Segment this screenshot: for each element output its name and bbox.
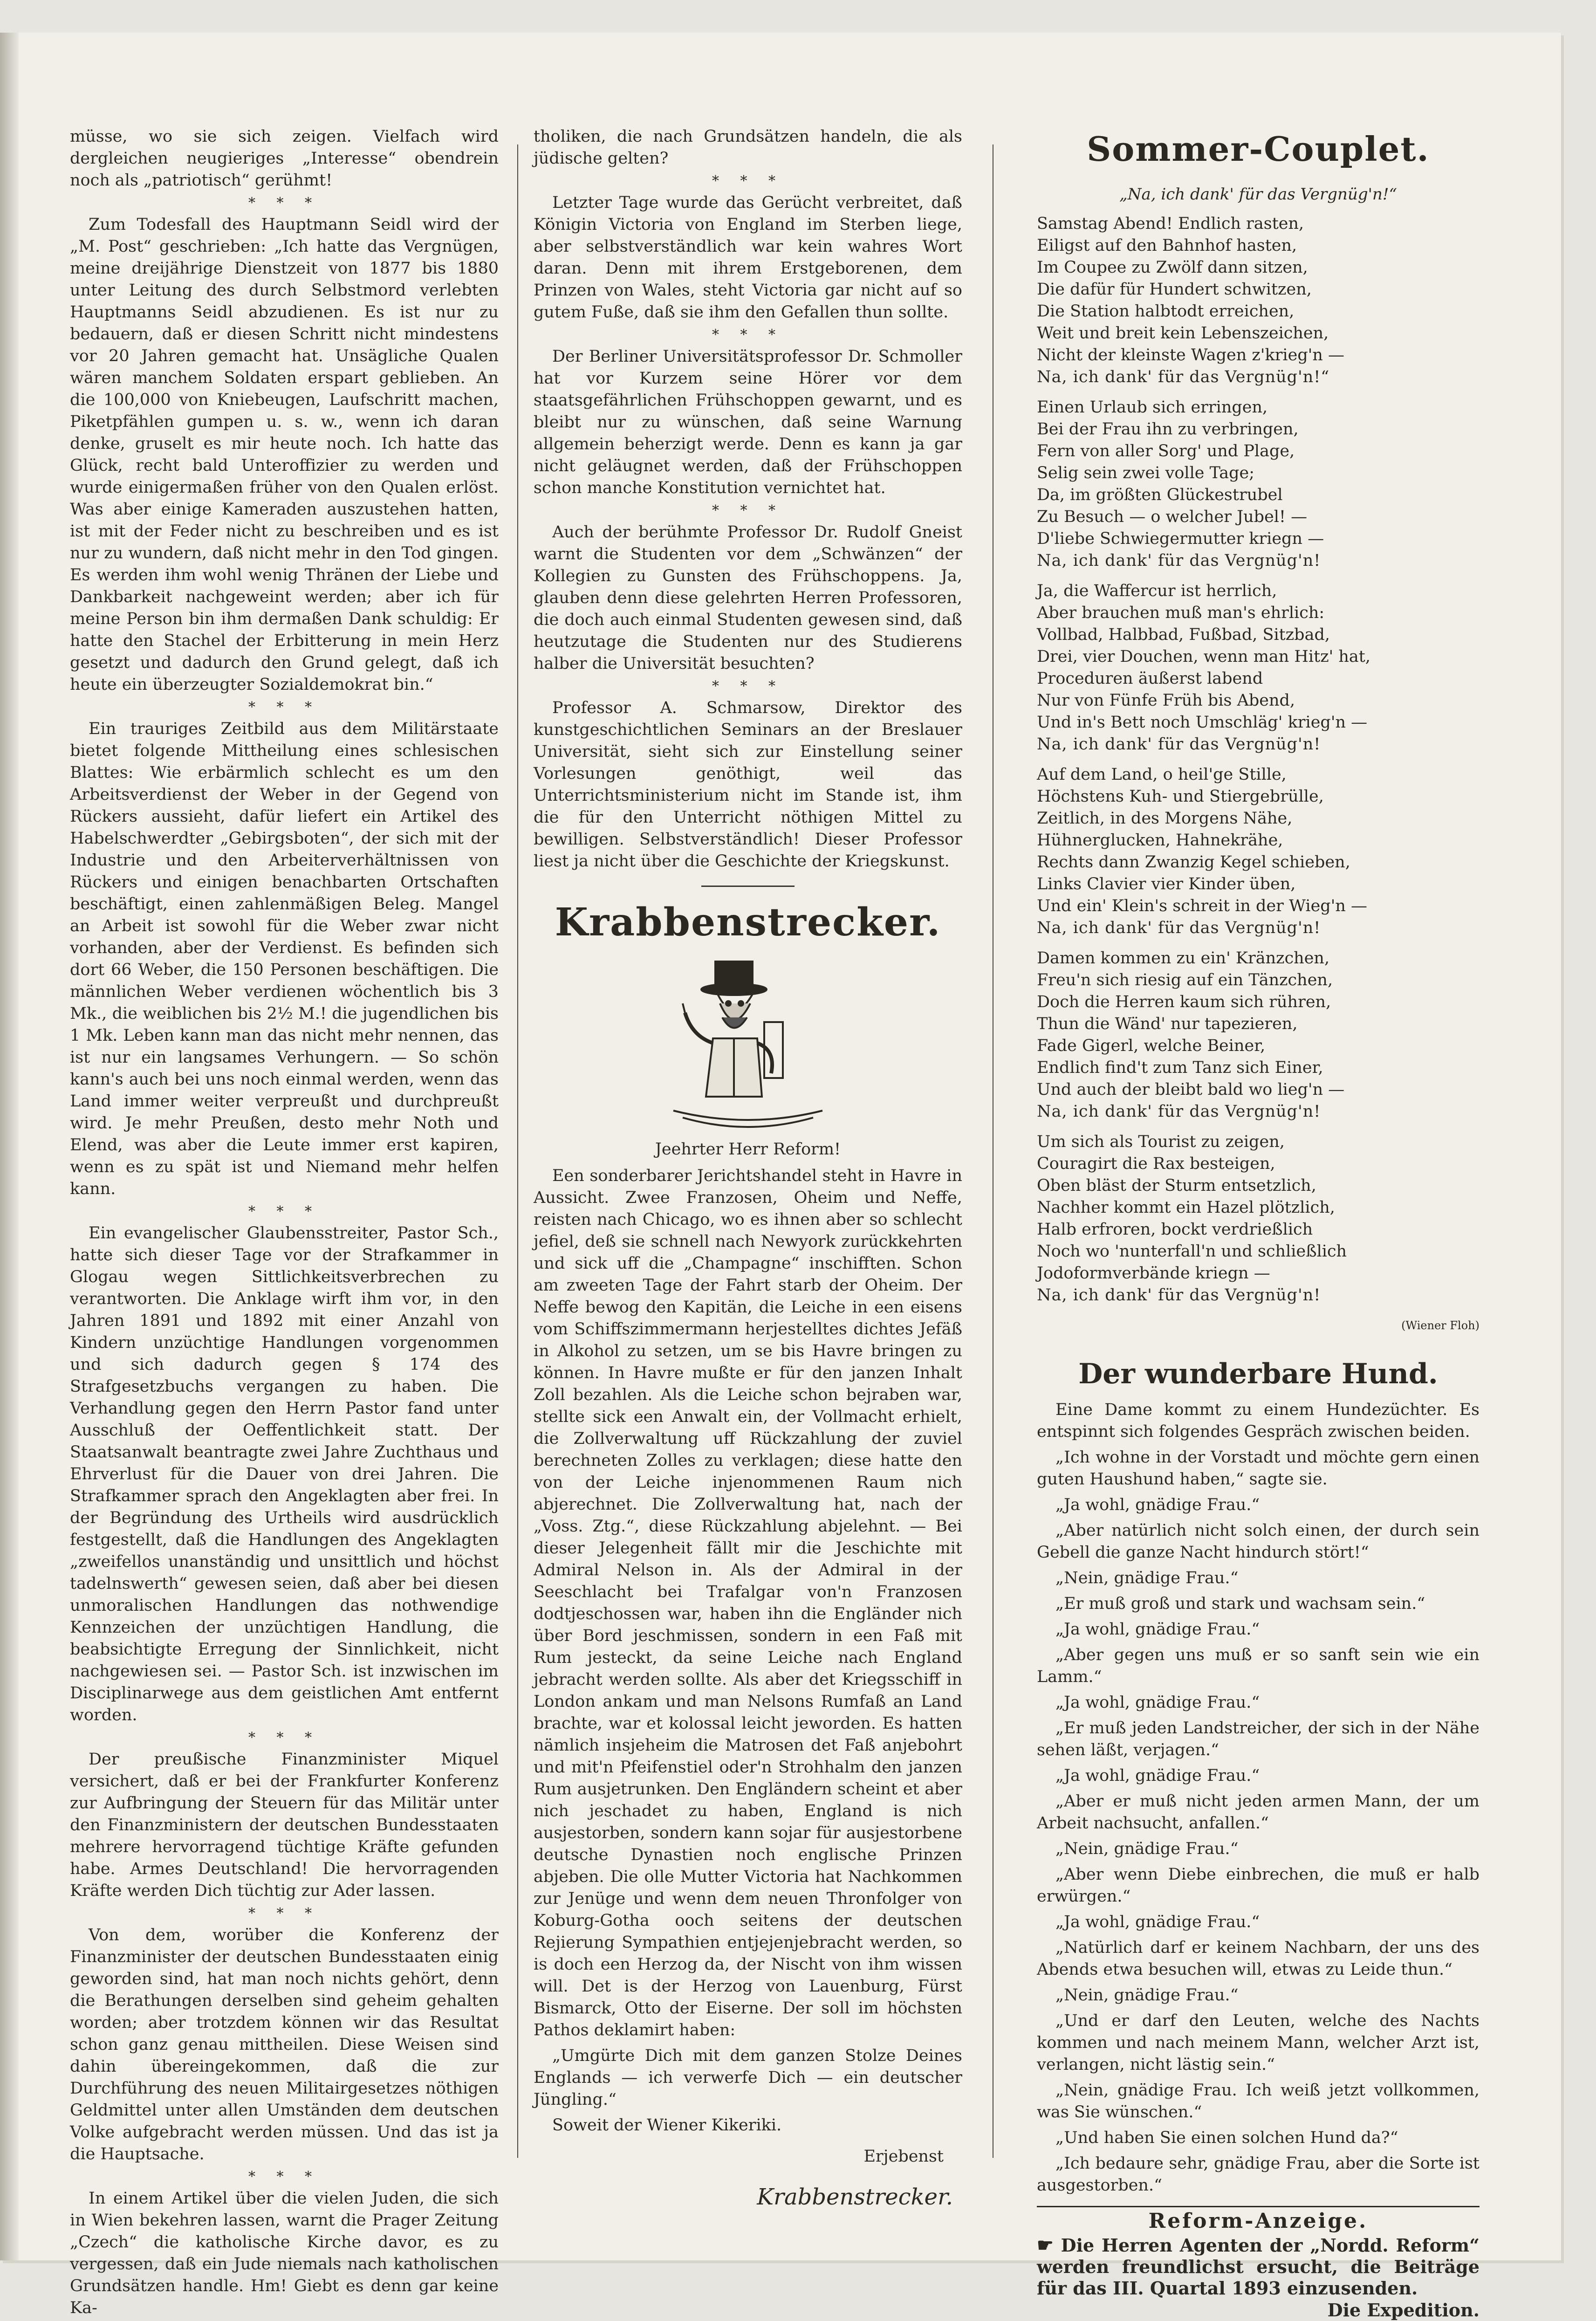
- poem-line: Proceduren äußerst labend: [1037, 669, 1263, 688]
- poem-line: Und in's Bett noch Umschläg' krieg'n —: [1037, 713, 1368, 732]
- poem-line: Couragirt die Rax besteigen,: [1037, 1154, 1275, 1173]
- section-separator: * * *: [712, 327, 784, 343]
- poem-line: D'liebe Schwiegermutter kriegn —: [1037, 529, 1324, 548]
- poem-stanza: [1037, 948, 1480, 1123]
- ad-text: Die Herren Agenten der „Nordd. Reform“ werden freundlichst ersucht, die Beiträge für das III. Quartal 1893 einzusenden.: [1037, 2235, 1480, 2299]
- column-rule-left: [517, 144, 518, 2158]
- poem-line: Na, ich dank' für das Vergnüg'n!: [1037, 919, 1321, 937]
- section-separator: * * *: [248, 699, 321, 715]
- poem-line: Hühnerglucken, Hahnekrähe,: [1037, 831, 1283, 850]
- dialogue-line: „Und haben Sie einen solchen Hund da?“: [1055, 2129, 1398, 2147]
- section-separator: * * *: [248, 1203, 321, 1220]
- poem-line: Um sich als Tourist zu zeigen,: [1037, 1133, 1285, 1151]
- section-separator: * * *: [712, 173, 784, 189]
- letter-regards: Erjebenst: [863, 2147, 944, 2166]
- article-paragraph: Zum Todesfall des Hauptmann Seidl wird der „M. Post“ geschrieben: „Ich hatte das Vergnügen, meine dreijährige Dienstzeit von 1877 bis 1880 unter Leitung des durch Selbstmord verlebten Hauptmanns Seidl abzudienen. Es ist nur zu bedauern, daß er diesen Schritt nicht mindestens vor 20 Jahren gemacht hat. Unsägliche Qualen wären manchem Soldaten erspart geblieben. An die 100,000 von Kniebeugen, Laufschritt machen, Piketpfählen gumpen u. s. w., wenn ich daran denke, gruselt es mir heute noch. Ich hatte das Glück, recht bald Unteroffizier zu werden und wurde einigermaßen früher von den Qualen erlöst. Was aber einige Kameraden auszustehen hatten, ist mit der Feder nicht zu beschreiben und es ist nur zu wundern, daß nicht mehr in den Tod gingen. Es werden ihm wohl wenig Thränen der Liebe und Dankbarkeit nachgeweint werden; aber ich für meine Person bin ihm dermaßen Dank schuldig: Er hatte den Stachel der Erbitterung in mein Herz gesetzt und dadurch den Grund gelegt, daß ich heute ein überzeugter Sozialdemokrat bin.“: [70, 215, 499, 694]
- poem-line: Fade Gigerl, welche Beiner,: [1037, 1037, 1266, 1055]
- article-paragraph: Der preußische Finanzminister Miquel versichert, daß er bei der Frankfurter Konferenz zur Aufbringung der Steuern für das Militär unter den Finanzministern der deutschen Bundesstaaten mehrere hervorragend tüchtige Kräfte gefunden habe. Armes Deutschland! Die hervorragenden Kräfte werden Dich tüchtig zur Ader lassen.: [70, 1750, 499, 1900]
- column-middle: [534, 126, 962, 2223]
- section-separator: * * *: [712, 502, 784, 519]
- poem-line: Na, ich dank' für das Vergnüg'n!: [1037, 1102, 1321, 1121]
- poem-line: Fern von aller Sorg' und Plage,: [1037, 442, 1295, 460]
- poem-line: Bei der Frau ihn zu verbringen,: [1037, 420, 1299, 439]
- hund-article: [1037, 1399, 1480, 2197]
- article-paragraph: Von dem, worüber die Konferenz der Finanzminister der deutschen Bundesstaaten einig geworden sind, hat man noch nichts gehört, denn die Berathungen derselben sind geheim gehalten worden; aber trotzdem können wir das Resultat schon ganz genau mittheilen. Diese Weisen sind dahin übereingekommen, daß die zur Durchführung des neuen Militairgesetzes nöthigen Geldmittel unter allen Umständen dem deutschen Volke aufgebracht werden müssen. Und das ist ja die Hauptsache.: [70, 1926, 499, 2163]
- poem-stanza: [1037, 397, 1480, 572]
- poem-line: Freu'n sich riesig auf ein Tänzchen,: [1037, 971, 1333, 989]
- poem-line: Eiligst auf den Bahnhof hasten,: [1037, 236, 1297, 255]
- poem-line: Und ein' Klein's schreit in der Wieg'n —: [1037, 897, 1367, 915]
- poem-line: Drei, vier Douchen, wenn man Hitz' hat,: [1037, 647, 1370, 666]
- section-separator: * * *: [248, 2169, 321, 2185]
- poem-stanza: [1037, 764, 1480, 939]
- poem-line: Damen kommen zu ein' Kränzchen,: [1037, 949, 1330, 968]
- dialogue-line: „Er muß groß und stark und wachsam sein.“: [1055, 1594, 1425, 1613]
- poem-line: Oben bläst der Sturm entsetzlich,: [1037, 1176, 1316, 1195]
- dialogue-line: „Ja wohl, gnädige Frau.“: [1055, 1693, 1260, 1712]
- column-left: [70, 126, 499, 2317]
- article-paragraph: tholiken, die nach Grundsätzen handeln, die als jüdische gelten?: [534, 127, 962, 168]
- poem-line: Endlich find't zum Tanz sich Einer,: [1037, 1058, 1323, 1077]
- pointing-hand-icon: ☛: [1037, 2234, 1054, 2256]
- section-rule: [701, 886, 795, 887]
- poem-line: Die Station halbtodt erreichen,: [1037, 302, 1295, 321]
- ad-title: Reform-Anzeige.: [1148, 2209, 1368, 2233]
- poem-line: Höchstens Kuh- und Stiergebrülle,: [1037, 787, 1324, 806]
- newspaper-page: [0, 33, 1561, 2321]
- poem-stanza: [1037, 1131, 1480, 1306]
- poem-line: Halb erfroren, bockt verdrießlich: [1037, 1220, 1313, 1239]
- dialogue-line: „Ja wohl, gnädige Frau.“: [1055, 1766, 1260, 1785]
- poem-line: Und auch der bleibt bald wo lieg'n —: [1037, 1080, 1345, 1099]
- poem: [1037, 213, 1480, 1306]
- ad-signature: Die Expedition.: [1327, 2300, 1480, 2321]
- poem-stanza: [1037, 580, 1480, 755]
- dialogue-line: „Nein, gnädige Frau.“: [1055, 1569, 1239, 1587]
- poem-line: Im Coupee zu Zwölf dann sitzen,: [1037, 258, 1308, 277]
- dialogue-line: „Nein, gnädige Frau. Ich weiß jetzt vollkommen, was Sie wünschen.“: [1037, 2081, 1480, 2122]
- poem-line: Na, ich dank' für das Vergnüg'n!“: [1037, 368, 1330, 386]
- krabbenstrecker-title: Krabbenstrecker.: [555, 900, 941, 945]
- poem-line: Auf dem Land, o heil'ge Stille,: [1037, 765, 1287, 784]
- poem-line: Thun die Wänd' nur tapezieren,: [1037, 1015, 1298, 1033]
- article-paragraph: In einem Artikel über die vielen Juden, die sich in Wien bekehren lassen, warnt die Prager Zeitung „Czech“ die katholische Kirche davor, es zu vergessen, daß ein Jude niemals nach katholischen Grundsätzen handle. Hm! Giebt es denn gar keine Ka-: [70, 2189, 499, 2317]
- poem-line: Einen Urlaub sich erringen,: [1037, 398, 1268, 417]
- sommer-couplet-title: Sommer-Couplet.: [1087, 129, 1430, 169]
- article-paragraph: Professor A. Schmarsow, Direktor des kunstgeschichtlichen Seminars an der Breslauer Universität, sieht sich zur Einstellung seiner Vorlesungen genöthigt, weil das Unterrichtsministerium nicht im Stande ist, ihm die für den Unterricht nöthigen Mittel zu bewilligen. Selbstverständlich! Dieser Professor liest ja nicht über die Geschichte der Kriegskunst.: [534, 699, 962, 871]
- poem-line: Na, ich dank' für das Vergnüg'n!: [1037, 1286, 1321, 1305]
- poem-line: Zu Besuch — o welcher Jubel! —: [1037, 508, 1308, 526]
- sommer-couplet-subtitle: „Na, ich dank' für das Vergnüg'n!“: [1119, 185, 1397, 204]
- poem-line: Ja, die Waffercur ist herrlich,: [1037, 582, 1277, 600]
- dialogue-line: „Nein, gnädige Frau.“: [1055, 1986, 1239, 2005]
- dialogue-line: „Ja wohl, gnädige Frau.“: [1055, 1496, 1260, 1514]
- poem-line: Weit und breit kein Lebenszeichen,: [1037, 324, 1329, 343]
- article-paragraph: Ein trauriges Zeitbild aus dem Militärstaate bietet folgende Mittheilung eines schlesischen Blattes: Wie erbärmlich schlecht es um den Arbeitsverdienst der Weber in der Gegend von Rückers aussieht, dafür liefert ein Artikel des Habelschwerdter „Gebirgsboten“, der sich mit der Industrie und den Arbeiterverhältnissen von Rückers und einigen benachbarten Ortschaften beschäftigt, einen zahlenmäßigen Beleg. Mangel an Arbeit ist sowohl für die Weber zwar nicht vorhanden, aber der Verdienst. Es befinden sich dort 66 Weber, die 150 Personen beschäftigen. Die männlichen Weber verdienen wöchentlich bis 3 Mk., die weiblichen bis 2½ M.! die jugendlichen bis 1 Mk. Leben kann man das nicht mehr nennen, das ist nur ein langsames Verhungern. — So schön kann's auch bei uns noch einmal werden, wenn das Land immer weiter verpreußt und durchpreußt wird. Je mehr Preußen, desto mehr Noth und Elend, was aber die Leute immer erst kapiren, wenn es zu spät ist und Niemand mehr helfen kann.: [70, 720, 499, 1198]
- poem-line: Da, im größten Glückestrubel: [1037, 486, 1283, 504]
- ad-body: [1037, 2235, 1480, 2299]
- article-paragraph: Een sonderbarer Jerichtshandel steht in Havre in Aussicht. Zwee Franzosen, Oheim und Neffe, reisten nach Chicago, wo es ihnen aber so schlecht jefiel, deß sie schnell nach Newyork zurückkehrten und sick uff die „Champagne“ inschifften. Schon am zweeten Tage der Fahrt starb der Oheim. Der Neffe bewog den Kapitän, die Leiche in een eisens vom Schiffszimmermann herjestelltes dichtes Jefäß in Alkohol zu setzen, um se bis Havre bringen zu können. In Havre mußte er für den janzen Inhalt Zoll bezahlen. Als die Leiche schon bejraben war, stellte sick een Anwalt ein, der Vollmacht erhielt, die Zollverwaltung uff Rückzahlung der zuviel berechneten Zolles zu verklagen; diese hatte den von der Leiche injenommenen Raum nich abjerechnet. Die Zollverwaltung hat, nach der „Voss. Ztg.“, diese Rückzahlung abjelehnt. — Bei dieser Jelegenheit fällt mir die Jeschichte mit Admiral Nelson in. Als der Admiral in der Seeschlacht bei Trafalgar von'n Franzosen dodtjeschossen war, haben ihn die Engländer nich über Bord jeschmissen, sondern in een Faß mit Rum jesteckt, da seine Leiche nach England jebracht werden sollte. Als aber det Kriegsschiff in London ankam und man Nelsons Rumfaß an Land brachte, war et kolossal leicht jeworden. Es hatten nämlich insjeheim die Matrosen det Faß anjebohrt und mit'n Pfeifenstiel oder'n Strohhalm den janzen Rum ausjetrunken. Den Engländern scheint et aber nich jeschadet zu haben, England is nich ausjestorben, sondern kann sojar für ausjestorbene deutsche Dynastien noch englische Prinzen abjeben. Die olle Mutter Victoria hat Nachkommen zur Jenüge und wenn dem neuen Thronfolger von Koburg-Gotha ooch seitens der deutschen Rejierung Sympathien entjejenjebracht werden, so is doch een Herzog da, der Nischt von ihm wissen will. Det is der Herzog von Lauenburg, Fürst Bismarck, Otto der Eiserne. Der soll im höchsten Pathos deklamirt haben:: [534, 1167, 962, 2039]
- poem-line: Die dafür für Hundert schwitzen,: [1037, 280, 1312, 299]
- dialogue-line: „Natürlich darf er keinem Nachbarn, der uns des Abends etwa besuchen will, etwas zu Leide thun.“: [1037, 1938, 1480, 1979]
- article-paragraph: Der Berliner Universitätsprofessor Dr. Schmoller hat vor Kurzem seine Hörer vor dem staatsgefährlichen Frühschoppen gewarnt, und es bleibt nur zu wünschen, daß seine Warnung allgemein beherzigt werde. Denn es kann ja gar nicht geläugnet werden, daß der Frühschoppen schon manche Konstitution vernichtet hat.: [534, 347, 962, 497]
- poem-line: Links Clavier vier Kinder üben,: [1037, 875, 1296, 893]
- poem-line: Aber brauchen muß man's ehrlich:: [1037, 604, 1325, 622]
- poem-line: Rechts dann Zwanzig Kegel schieben,: [1037, 853, 1350, 872]
- poem-line: Nur von Fünfe Früh bis Abend,: [1037, 691, 1295, 710]
- poem-stanza: [1037, 213, 1480, 388]
- dialogue-line: „Aber wenn Diebe einbrechen, die muß er halb erwürgen.“: [1037, 1865, 1480, 1906]
- letter-salutation: Jeehrter Herr Reform!: [655, 1140, 841, 1159]
- article-paragraph: Ein evangelischer Glaubensstreiter, Pastor Sch., hatte sich dieser Tage vor der Strafkammer in Glogau wegen Sittlichkeitsverbrechen zu verantworten. Die Anklage wirft ihm vor, in den Jahren 1891 und 1892 mit einer Anzahl von Kindern unzüchtige Handlungen vorgenommen und sich dadurch gegen § 174 des Strafgesetzbuchs vergangen zu haben. Die Verhandlung gegen den Herrn Pastor fand unter Ausschluß der Oeffentlichkeit statt. Der Staatsanwalt beantragte zwei Jahre Zuchthaus und Ehrverlust für die Dauer von drei Jahren. Die Strafkammer sprach den Angeklagten aber frei. In der Begründung des Urtheils wird ausdrücklich festgestellt, daß die Handlungen des Angeklagten „zweifellos unanständig und unsittlich und höchst tadelnswerth“ gewesen seien, daß aber bei diesen unmoralischen Handlungen das nothwendige Kennzeichen der unzüchtigen Handlung, die beabsichtigte Erregung der Sinnlichkeit, nicht nachgewiesen sei. — Pastor Sch. ist inzwischen im Disciplinarwege aus dem geistlichen Amt entfernt worden.: [70, 1224, 499, 1724]
- illustration-top-hat-man: [664, 957, 832, 1134]
- poem-line: Na, ich dank' für das Vergnüg'n!: [1037, 551, 1321, 570]
- dialogue-line: „Nein, gnädige Frau.“: [1055, 1840, 1239, 1858]
- poem-line: Na, ich dank' für das Vergnüg'n!: [1037, 735, 1321, 754]
- ad-rule: [1037, 2206, 1480, 2207]
- poem-line: Selig sein zwei volle Tage;: [1037, 464, 1255, 482]
- article-paragraph: Soweit der Wiener Kikeriki.: [552, 2116, 782, 2135]
- article-paragraph: Auch der berühmte Professor Dr. Rudolf Gneist warnt die Studenten vor dem „Schwänzen“ der Kollegien zu Gunsten des Frühschoppens. Ja, glauben denn diese gelehrten Herren Professoren, die doch auch einmal Studenten gewesen sind, daß heutzutage die Studenten nur des Studierens halber die Universität besuchten?: [534, 523, 962, 673]
- dialogue-line: Eine Dame kommt zu einem Hundezüchter. Es entspinnt sich folgendes Gespräch zwischen beiden.: [1037, 1401, 1480, 1441]
- section-separator: * * *: [248, 1730, 321, 1746]
- section-separator: * * *: [248, 195, 321, 211]
- article-quote: „Umgürte Dich mit dem ganzen Stolze Deines Englands — ich verwerfe Dich — ein deutscher Jüngling.“: [534, 2046, 962, 2109]
- section-separator: * * *: [712, 678, 784, 694]
- hund-title: Der wunderbare Hund.: [1078, 1358, 1438, 1390]
- dialogue-line: „Und er darf den Leuten, welche des Nachts kommen und nach meinem Mann, welcher Arzt ist, verlangen, nicht lästig sein.“: [1037, 2012, 1480, 2074]
- dialogue-line: „Aber gegen uns muß er so sanft sein wie ein Lamm.“: [1037, 1646, 1480, 1686]
- poem-line: Vollbad, Halbbad, Fußbad, Sitzbad,: [1037, 625, 1330, 644]
- poem-line: Doch die Herren kaum sich rühren,: [1037, 993, 1331, 1011]
- column-right: [1037, 126, 1480, 2321]
- poem-line: Zeitlich, in des Morgens Nähe,: [1037, 809, 1293, 828]
- dialogue-line: „Er muß jeden Landstreicher, der sich in der Nähe sehen läßt, verjagen.“: [1037, 1719, 1480, 1759]
- dialogue-line: „Ich wohne in der Vorstadt und möchte gern einen guten Haushund haben,“ sagte sie.: [1037, 1448, 1480, 1489]
- page-gutter: [0, 33, 19, 2260]
- poem-line: Samstag Abend! Endlich rasten,: [1037, 214, 1304, 233]
- article-paragraph: Letzter Tage wurde das Gerücht verbreitet, daß Königin Victoria von England im Sterben liege, aber selbstverständlich war kein wahres Wort daran. Denn mit ihrem Erstgeborenen, dem Prinzen von Wales, steht Victoria gar nicht auf so gutem Fuße, daß sie ihm den Gefallen thun sollte.: [534, 193, 962, 322]
- poem-line: Nicht der kleinste Wagen z'krieg'n —: [1037, 346, 1345, 364]
- poem-line: Nachher kommt ein Hazel plötzlich,: [1037, 1198, 1335, 1217]
- dialogue-line: „Ich bedaure sehr, gnädige Frau, aber die Sorte ist ausgestorben.“: [1037, 2154, 1480, 2195]
- dialogue-line: „Aber er muß nicht jeden armen Mann, der um Arbeit nachsucht, anfallen.“: [1037, 1792, 1480, 1833]
- poem-line: Jodoformverbände kriegn —: [1037, 1264, 1270, 1283]
- dialogue-line: „Ja wohl, gnädige Frau.“: [1055, 1620, 1260, 1639]
- dialogue-line: „Aber natürlich nicht solch einen, der durch sein Gebell die ganze Nacht hindurch stört!“: [1037, 1521, 1480, 1562]
- section-separator: * * *: [248, 1905, 321, 1922]
- dialogue-line: „Ja wohl, gnädige Frau.“: [1055, 1913, 1260, 1931]
- article-paragraph: müsse, wo sie sich zeigen. Vielfach wird dergleichen neugieriges „Interesse“ obendrein noch als „patriotisch“ gerühmt!: [70, 127, 499, 190]
- poem-line: Noch wo 'nunterfall'n und schließlich: [1037, 1242, 1347, 1261]
- letter-signature: Krabbenstrecker.: [757, 2184, 953, 2210]
- poem-source: (Wiener Floh): [1401, 1319, 1480, 1332]
